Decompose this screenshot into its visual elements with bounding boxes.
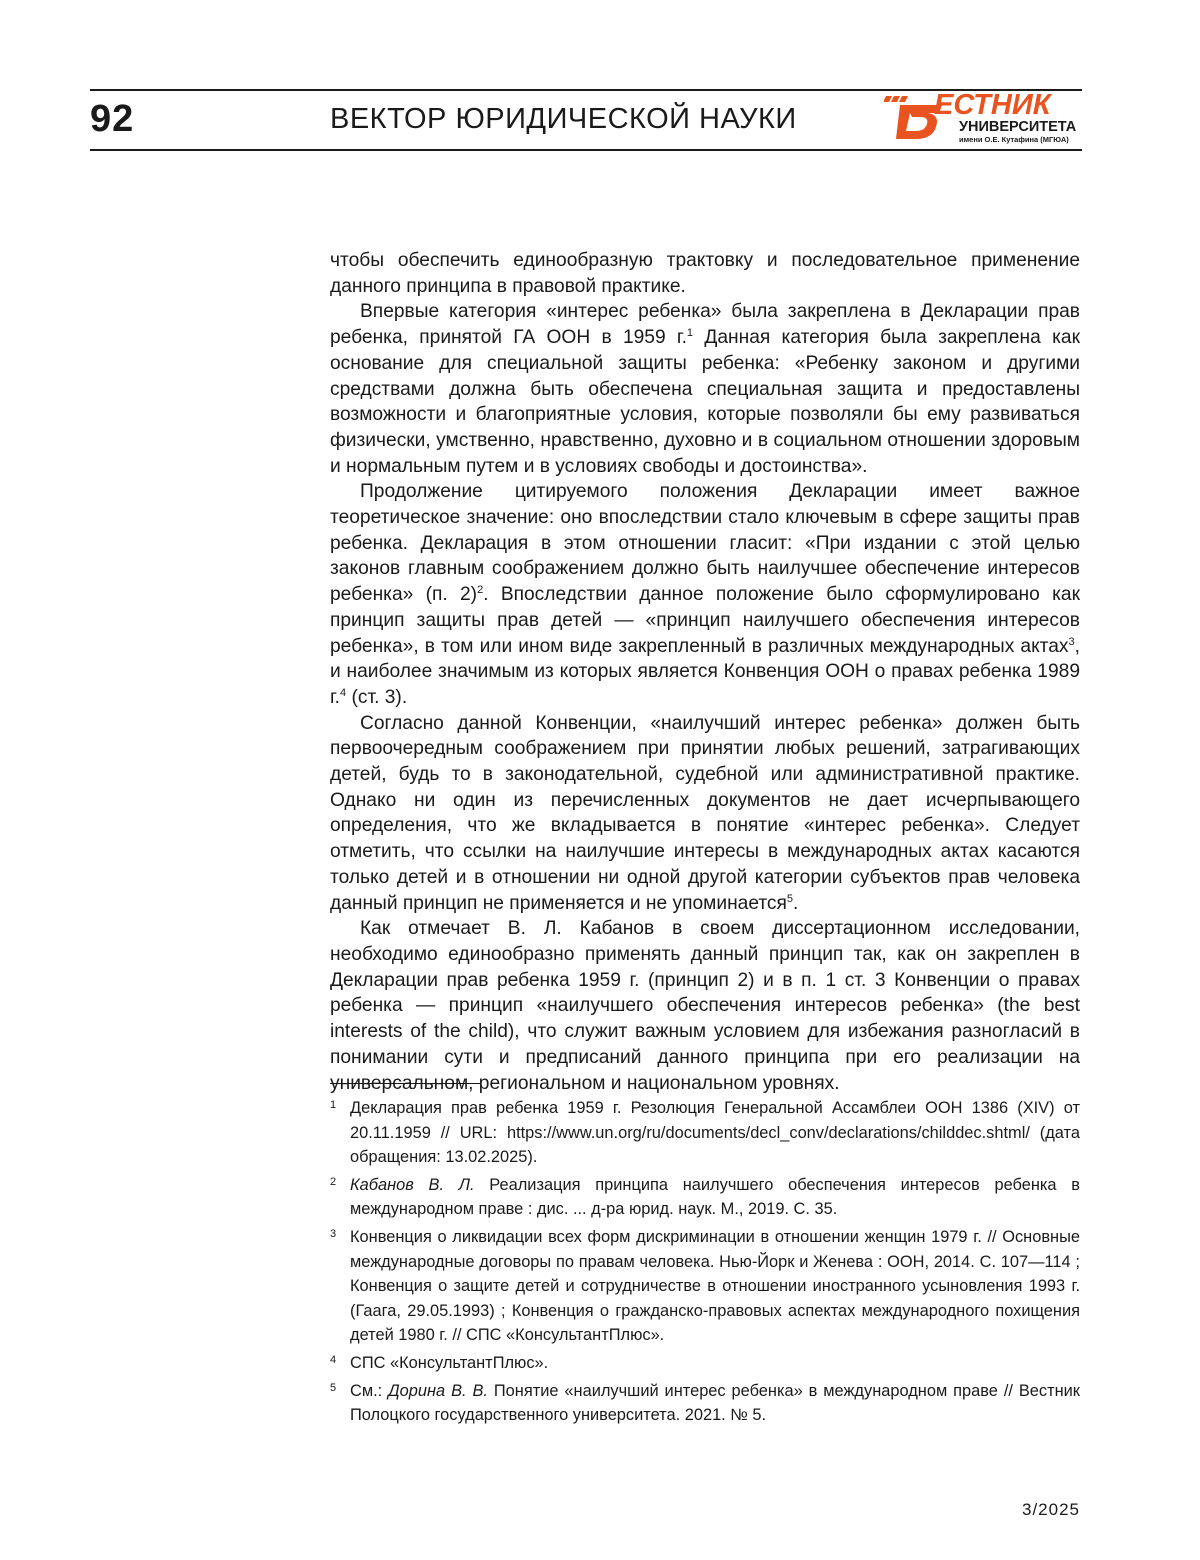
footnote-text: Понятие «наилучший интерес ребенка» в международном праве // Вестник Полоцкого государственного университета. 2021. № 5. (350, 1382, 1080, 1425)
footnote-separator (330, 1083, 480, 1084)
footnote-number: 1 (330, 1093, 336, 1118)
footnote-text: Конвенция о ликвидации всех форм дискриминации в отношении женщин 1979 г. // Основные международные договоры по правам человека. Нью-Йорк и Женева : ООН, 2014. С. 107—114 ; Конвенция о защите детей и сотрудничестве в отношении иностранного усыновления 1993 г. (Гаага, 29.05.1993) ; Конвенция о гражданско-правовых аспектах международного похищения детей 1980 г. // СПС «КонсультантПлюс». (350, 1228, 1080, 1344)
footnote-ref[interactable]: 3 (1069, 636, 1075, 648)
logo-subtitle: УНИВЕРСИТЕТА (959, 119, 1076, 135)
footnote-number: 3 (330, 1222, 336, 1247)
paragraph: Продолжение цитируемого положения Декларации имеет важное теоретическое значение: оно впоследствии стало ключевым в сфере защиты прав ребенка. Декларация в этом отношении гласит: «При издании с этой целью законов главным соображением должно быть наилучшее обеспечение интересов ребенка» (п. 2)2. Впоследствии данное положение было сформулировано как принцип защиты прав детей — «принцип наилучшего обеспечения интересов ребенка», в том или ином виде закрепленный в различных международных актах3, и наиболее значимым из которых является Конвенция ООН о правах ребенка 1989 г.4 (ст. 3). (330, 479, 1080, 710)
footnote-text: Декларация прав ребенка 1959 г. Резолюция Генеральной Ассамблеи ООН 1386 (XIV) от 20.11.1959 // URL: https://www.un.org/ru/documents/decl_conv/declarations/childdec.shtml/ (дата обращения: 13.02.2025). (350, 1099, 1080, 1166)
footnote-prefix: См.: (350, 1382, 388, 1400)
footnote-ref[interactable]: 2 (477, 584, 483, 596)
paragraph: Согласно данной Конвенции, «наилучший интерес ребенка» должен быть первоочередным соображением при принятии любых решений, затрагивающих детей, будь то в законодательной, судебной или административной практике. Однако ни один из перечисленных документов не дает исчерпывающего определения, что же вкладывается в понятие «интерес ребенка». Следует отметить, что ссылки на наилучшие интересы в международных актах касаются только детей и в отношении ни одной другой категории субъектов прав человека данный принцип не применяется и не упоминается5. (330, 711, 1080, 917)
logo-subtitle-small: имени О.Е. Кутафина (МГЮА) (959, 135, 1069, 144)
footnote-author: Дорина В. В. (388, 1382, 488, 1400)
footnote-text: СПС «КонсультантПлюс». (350, 1354, 548, 1372)
paragraph: чтобы обеспечить единообразную трактовку и последовательное применение данного принципа в правовой практике. (330, 248, 1080, 299)
footnote-number: 2 (330, 1170, 336, 1195)
page-number: 92 (90, 98, 134, 141)
footnote-number: 4 (330, 1348, 336, 1373)
footnote-text: Реализация принципа наилучшего обеспечения интересов ребенка в международном праве : дис. ... д-ра юрид. наук. М., 2019. С. 35. (350, 1176, 1080, 1219)
footnote-ref[interactable]: 5 (787, 893, 793, 905)
article-body (330, 248, 1080, 1096)
footnote-author: Кабанов В. Л. (350, 1176, 475, 1194)
paragraph: Как отмечает В. Л. Кабанов в своем диссертационном исследовании, необходимо единообразно применять данный принцип так, как он закреплен в Декларации прав ребенка 1959 г. (принцип 2) и в п. 1 ст. 3 Конвенции о правах ребенка — принцип «наилучшего обеспечения интересов ребенка» (the best interests of the child), что служит важным условием для избежания разногласий в понимании сути и предписаний данного принципа при его реализации на универсальном, региональном и национальном уровнях. (330, 916, 1080, 1096)
paragraph: Впервые категория «интерес ребенка» была закреплена в Декларации прав ребенка, принятой ГА ООН в 1959 г.1 Данная категория была закреплена как основание для специальной защиты ребенка: «Ребенку законом и другими средствами должна быть обеспечена специальная защита и предоставлены возможности и благоприятные условия, которые позволяли бы ему развиваться физически, умственно, нравственно, духовно и в социальном отношении здоровым и нормальным путем и в условиях свободы и достоинства». (330, 299, 1080, 479)
logo-word: ЕСТНИК (934, 89, 1051, 122)
header-rule-bottom (90, 149, 1082, 151)
footnote-item (330, 1351, 1080, 1376)
footnote-ref[interactable]: 1 (687, 327, 693, 339)
footnote-item (330, 1379, 1080, 1428)
footnote-item (330, 1173, 1080, 1222)
footnote-ref[interactable]: 4 (340, 687, 346, 699)
footnote-item (330, 1096, 1080, 1170)
journal-logo (884, 93, 1082, 147)
section-title: ВЕКТОР ЮРИДИЧЕСКОЙ НАУКИ (330, 103, 797, 136)
footnotes (330, 1096, 1080, 1431)
footnote-item (330, 1225, 1080, 1348)
issue-number: 3/2025 (1022, 1500, 1080, 1520)
footnote-number: 5 (330, 1376, 336, 1401)
